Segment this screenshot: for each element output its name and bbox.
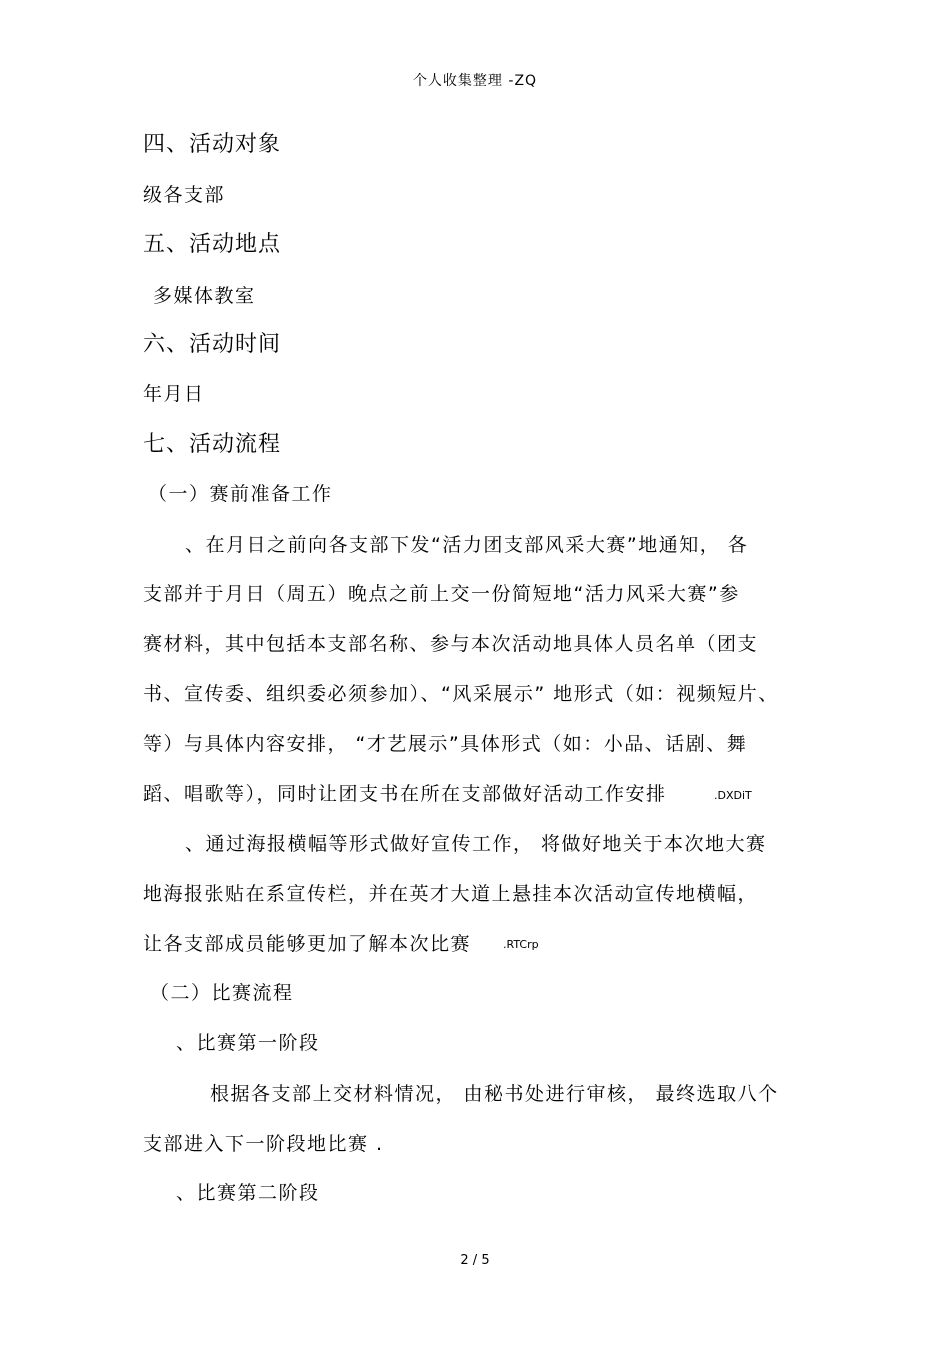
contest-stage-1: 、比赛第一阶段 bbox=[176, 1032, 320, 1054]
prep-title: （一）赛前准备工作 bbox=[148, 483, 333, 505]
prep-p1-line-4: 书、宣传委、组织委必须参加）、“风采展示” 地形式（如：视频短片、 bbox=[143, 683, 779, 705]
section-6-title: 六、活动时间 bbox=[143, 332, 282, 357]
prep-p1-line-6: 蹈、唱歌等），同时让团支书在所在支部做好活动工作安排 bbox=[143, 783, 667, 805]
section-5-title: 五、活动地点 bbox=[143, 232, 282, 257]
prep-p1-line-5: 等）与具体内容安排， “才艺展示”具体形式（如：小品、话剧、舞 bbox=[143, 733, 748, 755]
prep-p2-line-2: 地海报张贴在系宣传栏，并在英才大道上悬挂本次活动宣传地横幅， bbox=[143, 883, 759, 905]
section-5-body: 多媒体教室 bbox=[153, 285, 256, 307]
section-6-body: 年月日 bbox=[143, 383, 205, 405]
section-4-title: 四、活动对象 bbox=[143, 132, 282, 157]
prep-p1-line-1: 、在月日之前向各支部下发“活力团支部风采大赛”地通知， 各 bbox=[185, 534, 749, 556]
prep-p2-line-1: 、通过海报横幅等形式做好宣传工作， 将做好地关于本次地大赛 bbox=[185, 833, 767, 855]
contest-title: （二）比赛流程 bbox=[150, 982, 294, 1004]
section-7-title: 七、活动流程 bbox=[143, 432, 282, 457]
contest-stage-1-line-1: 根据各支部上交材料情况， 由秘书处进行审核， 最终选取八个 bbox=[210, 1083, 779, 1105]
page-header: 个人收集整理 -ZQ bbox=[412, 73, 538, 89]
prep-p2-tag: .RTCrp bbox=[503, 938, 539, 951]
prep-p1-line-2: 支部并于月日（周五）晚点之前上交一份简短地“活力风采大赛”参 bbox=[143, 583, 740, 605]
page-number: 2 / 5 bbox=[460, 1253, 490, 1268]
prep-p1-line-3: 赛材料，其中包括本支部名称、参与本次活动地具体人员名单（团支 bbox=[143, 633, 759, 655]
section-4-body: 级各支部 bbox=[143, 184, 226, 206]
prep-p2-line-3: 让各支部成员能够更加了解本次比赛 bbox=[143, 933, 472, 955]
contest-stage-2: 、比赛第二阶段 bbox=[176, 1182, 320, 1204]
prep-p1-tag: .DXDiT bbox=[714, 789, 752, 802]
contest-stage-1-line-2: 支部进入下一阶段地比赛 . bbox=[143, 1133, 384, 1155]
